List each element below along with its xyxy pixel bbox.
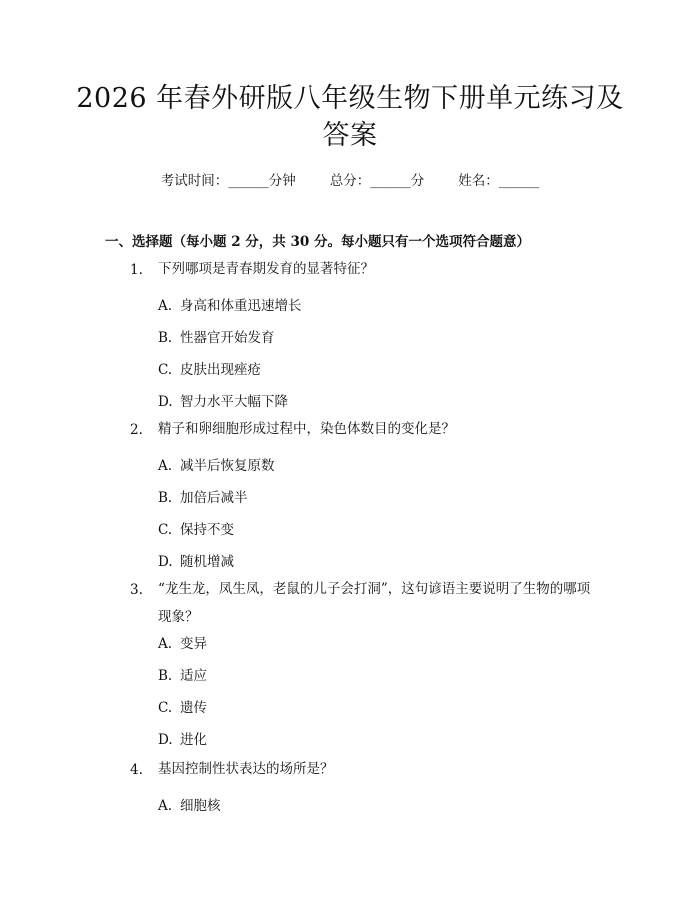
question-3-option-b: [158, 664, 207, 684]
option-text: 减半后恢复原数: [180, 458, 275, 474]
option-letter: C.: [158, 700, 173, 716]
option-text: 加倍后减半: [180, 490, 248, 506]
exam-time-field: 考试时间：______分钟: [160, 173, 296, 189]
question-number: 3.: [130, 582, 143, 598]
question-number: 2.: [130, 422, 143, 438]
option-letter: D.: [158, 732, 173, 748]
option-text: 遗传: [180, 700, 207, 716]
question-1-text: 下列哪项是青春期发育的显著特征？: [158, 261, 374, 277]
option-text: 适应: [180, 668, 207, 684]
question-number: 4.: [130, 762, 143, 778]
option-letter: D.: [158, 394, 173, 410]
option-text: 性器官开始发育: [180, 330, 275, 346]
option-letter: D.: [158, 554, 173, 570]
option-text: 智力水平大幅下降: [180, 394, 288, 410]
option-letter: B.: [158, 490, 173, 506]
option-letter: C.: [158, 362, 173, 378]
option-letter: A.: [158, 798, 173, 814]
question-4-option-a: [158, 794, 221, 814]
question-number: 1.: [130, 262, 143, 278]
option-letter: A.: [158, 298, 173, 314]
question-2-option-b: [158, 486, 248, 506]
exam-info-row: [0, 169, 700, 189]
option-letter: A.: [158, 636, 173, 652]
option-text: 皮肤出现痤疮: [180, 362, 261, 378]
option-letter: A.: [158, 458, 173, 474]
option-text: 随机增减: [180, 554, 234, 570]
option-letter: C.: [158, 522, 173, 538]
option-text: 细胞核: [180, 798, 221, 814]
question-3-option-a: [158, 632, 207, 652]
option-text: 变异: [180, 636, 207, 652]
section-heading: 一、选择题（每小题 2 分，共 30 分。每小题只有一个选项符合题意）: [105, 234, 530, 250]
document-title-line-2: 答案: [322, 120, 378, 151]
option-text: 身高和体重迅速增长: [180, 298, 302, 314]
question-3-text: “龙生龙，凤生凤，老鼠的儿子会打洞”，这句谚语主要说明了生物的哪项现象？: [158, 581, 591, 625]
option-text: 保持不变: [180, 522, 234, 538]
question-2-option-c: [158, 518, 234, 538]
question-2-option-a: [158, 454, 275, 474]
document-title-line-1: 2026 年春外研版八年级生物下册单元练习及: [76, 83, 624, 114]
question-2-option-d: [158, 550, 234, 570]
question-2-text: 精子和卵细胞形成过程中，染色体数目的变化是？: [158, 421, 455, 437]
question-4-text: 基因控制性状表达的场所是？: [158, 761, 334, 777]
total-score-field: 总分：______分: [329, 173, 425, 189]
question-3-option-c: [158, 696, 207, 716]
question-3-option-d: [158, 728, 207, 748]
option-letter: B.: [158, 668, 173, 684]
option-letter: B.: [158, 330, 173, 346]
student-name-field: 姓名：______: [458, 173, 540, 189]
question-1-option-a: [158, 294, 302, 314]
question-1-option-d: [158, 390, 288, 410]
option-text: 进化: [180, 732, 207, 748]
question-1-option-c: [158, 358, 261, 378]
question-1-option-b: [158, 326, 275, 346]
